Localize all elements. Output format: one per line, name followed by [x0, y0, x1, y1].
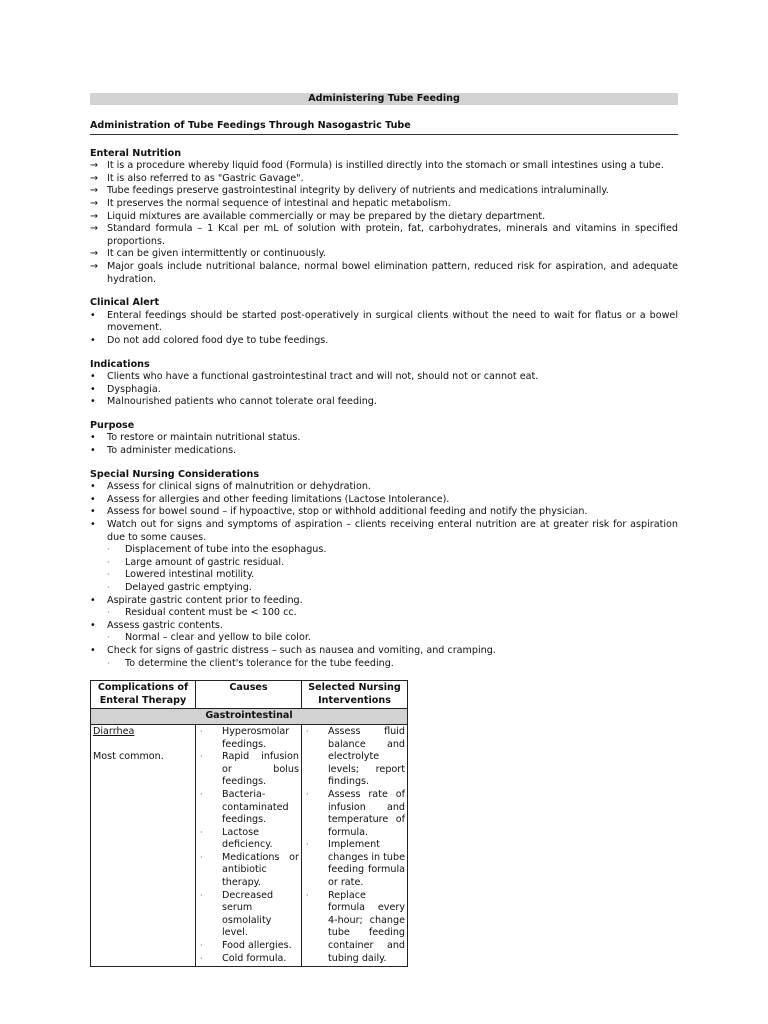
cause-item	[198, 789, 299, 827]
dot-icon: ·	[107, 633, 110, 643]
intervention-item	[304, 890, 405, 966]
document-title: Administering Tube Feeding	[90, 93, 678, 105]
list-item-text: Aspirate gastric content prior to feeding.	[107, 594, 303, 606]
sub-list-item	[107, 582, 678, 595]
list-item	[90, 506, 678, 519]
list-item	[90, 261, 678, 286]
list-item	[90, 396, 678, 409]
list-item-text: Standard formula – 1 Kcal per mL of solution with protein, fat, carbohydrates, minerals and vitamins in specified proportions.	[107, 223, 678, 247]
list-item	[90, 223, 678, 248]
list-item	[90, 371, 678, 384]
section-heading: Clinical Alert	[90, 297, 160, 309]
list-item	[90, 481, 678, 494]
complication-name: Diarrhea	[93, 725, 135, 737]
list-item-text: Assess gastric contents.	[107, 619, 223, 631]
cause-item-text: Food allergies.	[222, 940, 292, 952]
dot-icon: ·	[200, 941, 203, 951]
dot-icon: ·	[107, 545, 110, 555]
intervention-item-text: Replace formula every 4-hour; change tube feeding container and tubing daily.	[328, 889, 405, 964]
list-item-text: It can be given intermittently or continuously.	[107, 248, 326, 260]
sub-list-item-text: Large amount of gastric residual.	[125, 556, 285, 568]
list-item-text: Dysphagia.	[107, 383, 161, 395]
document-page	[90, 93, 678, 967]
bullet-icon: •	[90, 396, 96, 408]
table-header-interventions: Selected Nursing Interventions	[302, 681, 408, 709]
dot-icon: ·	[306, 840, 309, 850]
cause-item	[198, 751, 299, 789]
list-item-text: It preserves the normal sequence of intestinal and hepatic metabolism.	[107, 197, 451, 209]
list-item-text: Do not add colored food dye to tube feedings.	[107, 334, 329, 346]
list-item-text: Assess for clinical signs of malnutrition or dehydration.	[107, 481, 371, 493]
list-item-text: Tube feedings preserve gastrointestinal integrity by delivery of nutrients and medications intraluminally.	[107, 185, 609, 197]
bullet-icon: •	[90, 519, 96, 531]
list-item-text: Watch out for signs and symptoms of aspiration – clients receiving enteral nutrition are at greater risk for aspiration due to some causes.	[107, 519, 678, 543]
list-item	[90, 160, 678, 173]
dot-icon: ·	[107, 557, 110, 567]
sub-list-item	[107, 607, 678, 620]
list-item-text: It is a procedure whereby liquid food (Formula) is instilled directly into the stomach or small intestines using a tube.	[107, 160, 664, 172]
bullet-icon: •	[90, 594, 96, 606]
table-header-complications: Complications of Enteral Therapy	[91, 681, 196, 709]
list-item	[90, 310, 678, 335]
list-item	[90, 595, 678, 620]
cause-item-text: Hyperosmolar feedings.	[222, 725, 290, 750]
document-subtitle: Administration of Tube Feedings Through Nasogastric Tube	[90, 120, 678, 135]
list-item	[90, 248, 678, 261]
bullet-icon: •	[90, 383, 96, 395]
list-item	[90, 445, 678, 458]
complication-note: Most common.	[93, 750, 164, 762]
sub-list-item	[107, 632, 678, 645]
cause-item	[198, 852, 299, 890]
list-item	[90, 335, 678, 348]
dot-icon: ·	[306, 890, 309, 900]
cause-item-text: Lactose deficiency.	[222, 826, 273, 851]
arrow-icon: →	[90, 172, 99, 184]
list-item-text: It is also referred to as "Gastric Gavage".	[107, 172, 304, 184]
table-header-causes: Causes	[196, 681, 302, 709]
dot-icon: ·	[200, 827, 203, 837]
dot-icon: ·	[306, 789, 309, 799]
dot-icon: ·	[107, 570, 110, 580]
sub-list	[107, 632, 678, 645]
list-item-text: Liquid mixtures are available commercially or may be prepared by the dietary department.	[107, 210, 546, 222]
sub-list-item-text: Displacement of tube into the esophagus.	[125, 544, 327, 556]
list-item-text: Assess for bowel sound – if hypoactive, stop or withhold additional feeding and notify the physician.	[107, 506, 588, 518]
list-item-text: Assess for allergies and other feeding limitations (Lactose Intolerance).	[107, 493, 450, 505]
list-item-text: To administer medications.	[107, 445, 237, 457]
dot-icon: ·	[306, 726, 309, 736]
arrow-icon: →	[90, 197, 99, 209]
arrow-icon: →	[90, 160, 99, 172]
bullet-icon: •	[90, 309, 96, 321]
list-item	[90, 198, 678, 211]
section-list	[90, 310, 678, 348]
arrow-icon: →	[90, 248, 99, 260]
cause-item	[198, 940, 299, 953]
list-item	[90, 620, 678, 645]
cause-item-text: Bacteria-contaminated feedings.	[222, 788, 289, 826]
section-list	[90, 432, 678, 457]
causes-list	[198, 726, 299, 965]
sub-list-item-text: Lowered intestinal motility.	[125, 569, 255, 581]
section-special-nursing-considerations	[90, 469, 678, 671]
intervention-item-text: Implement changes in tube feeding formula or rate.	[328, 839, 405, 889]
sub-list-item	[107, 658, 678, 671]
sub-list-item	[107, 569, 678, 582]
sub-list	[107, 544, 678, 594]
sub-list-item-text: Residual content must be < 100 cc.	[125, 607, 297, 619]
sub-list-item-text: Normal – clear and yellow to bile color.	[125, 632, 311, 644]
sub-list	[107, 658, 678, 671]
bullet-icon: •	[90, 481, 96, 493]
section-clinical-alert	[90, 297, 678, 347]
cause-item	[198, 827, 299, 852]
list-item-text: Clients who have a functional gastrointestinal tract and will not, should not or cannot eat.	[107, 371, 539, 383]
dot-icon: ·	[107, 608, 110, 618]
list-item-text: To restore or maintain nutritional status.	[107, 432, 301, 444]
sub-list	[107, 607, 678, 620]
sections	[90, 148, 678, 671]
bullet-icon: •	[90, 644, 96, 656]
cause-item-text: Cold formula.	[222, 952, 287, 964]
sub-list-item	[107, 544, 678, 557]
sub-list-item-text: To determine the client's tolerance for the tube feeding.	[125, 657, 394, 669]
section-enteral-nutrition	[90, 148, 678, 287]
list-item	[90, 185, 678, 198]
list-item-text: Malnourished patients who cannot tolerate oral feeding.	[107, 396, 377, 408]
list-item	[90, 384, 678, 397]
bullet-icon: •	[90, 619, 96, 631]
dot-icon: ·	[107, 583, 110, 592]
intervention-item-text: Assess rate of infusion and temperature of formula.	[328, 788, 405, 838]
dot-icon: ·	[200, 953, 203, 963]
arrow-icon: →	[90, 223, 99, 235]
bullet-icon: •	[90, 506, 96, 518]
list-item-text: Enteral feedings should be started post-operatively in surgical clients without the need to wait for flatus or a bowel movement.	[107, 309, 678, 334]
intervention-item	[304, 726, 405, 789]
cause-item	[198, 953, 299, 966]
cause-item	[198, 890, 299, 940]
list-item	[90, 519, 678, 595]
section-list	[90, 371, 678, 409]
intervention-item	[304, 839, 405, 889]
section-heading: Special Nursing Considerations	[90, 468, 260, 480]
cause-item-text: Decreased serum osmolality level.	[222, 889, 274, 939]
cause-item-text: Rapid infusion or bolus feedings.	[222, 751, 299, 788]
bullet-icon: •	[90, 432, 96, 444]
list-item	[90, 494, 678, 507]
intervention-item-text: Assess fluid balance and electrolyte levels; report findings.	[328, 725, 405, 788]
dot-icon: ·	[200, 852, 203, 862]
causes-cell	[196, 724, 302, 966]
dot-icon: ·	[200, 890, 203, 900]
sub-list-item-text: Delayed gastric emptying.	[125, 582, 252, 593]
bullet-icon: •	[90, 334, 96, 346]
list-item	[90, 432, 678, 445]
section-heading: Indications	[90, 358, 150, 370]
table-group-row: Gastrointestinal	[91, 709, 408, 725]
complications-table	[90, 680, 408, 967]
arrow-icon: →	[90, 210, 99, 222]
arrow-icon: →	[90, 185, 99, 197]
interventions-list	[304, 726, 405, 965]
list-item	[90, 645, 678, 670]
section-list	[90, 481, 678, 670]
list-item-text: Check for signs of gastric distress – such as nausea and vomiting, and cramping.	[107, 644, 496, 656]
dot-icon: ·	[200, 789, 203, 799]
dot-icon: ·	[200, 726, 203, 736]
section-heading: Enteral Nutrition	[90, 147, 182, 159]
sub-list-item	[107, 557, 678, 570]
bullet-icon: •	[90, 371, 96, 383]
section-list	[90, 160, 678, 286]
list-item	[90, 211, 678, 224]
arrow-icon: →	[90, 260, 99, 272]
bullet-icon: •	[90, 493, 96, 505]
section-indications	[90, 359, 678, 409]
interventions-cell	[302, 724, 408, 966]
intervention-item	[304, 789, 405, 839]
dot-icon: ·	[200, 752, 203, 762]
cause-item-text: Medications or antibiotic therapy.	[222, 851, 299, 889]
table-row	[91, 724, 408, 966]
dot-icon: ·	[107, 658, 110, 668]
section-heading: Purpose	[90, 419, 135, 431]
cause-item	[198, 726, 299, 751]
list-item-text: Major goals include nutritional balance, normal bowel elimination pattern, reduced risk for aspiration, and adequate hydration.	[107, 260, 678, 285]
section-purpose	[90, 420, 678, 458]
complication-cell	[91, 724, 196, 966]
bullet-icon: •	[90, 445, 96, 457]
list-item	[90, 173, 678, 186]
